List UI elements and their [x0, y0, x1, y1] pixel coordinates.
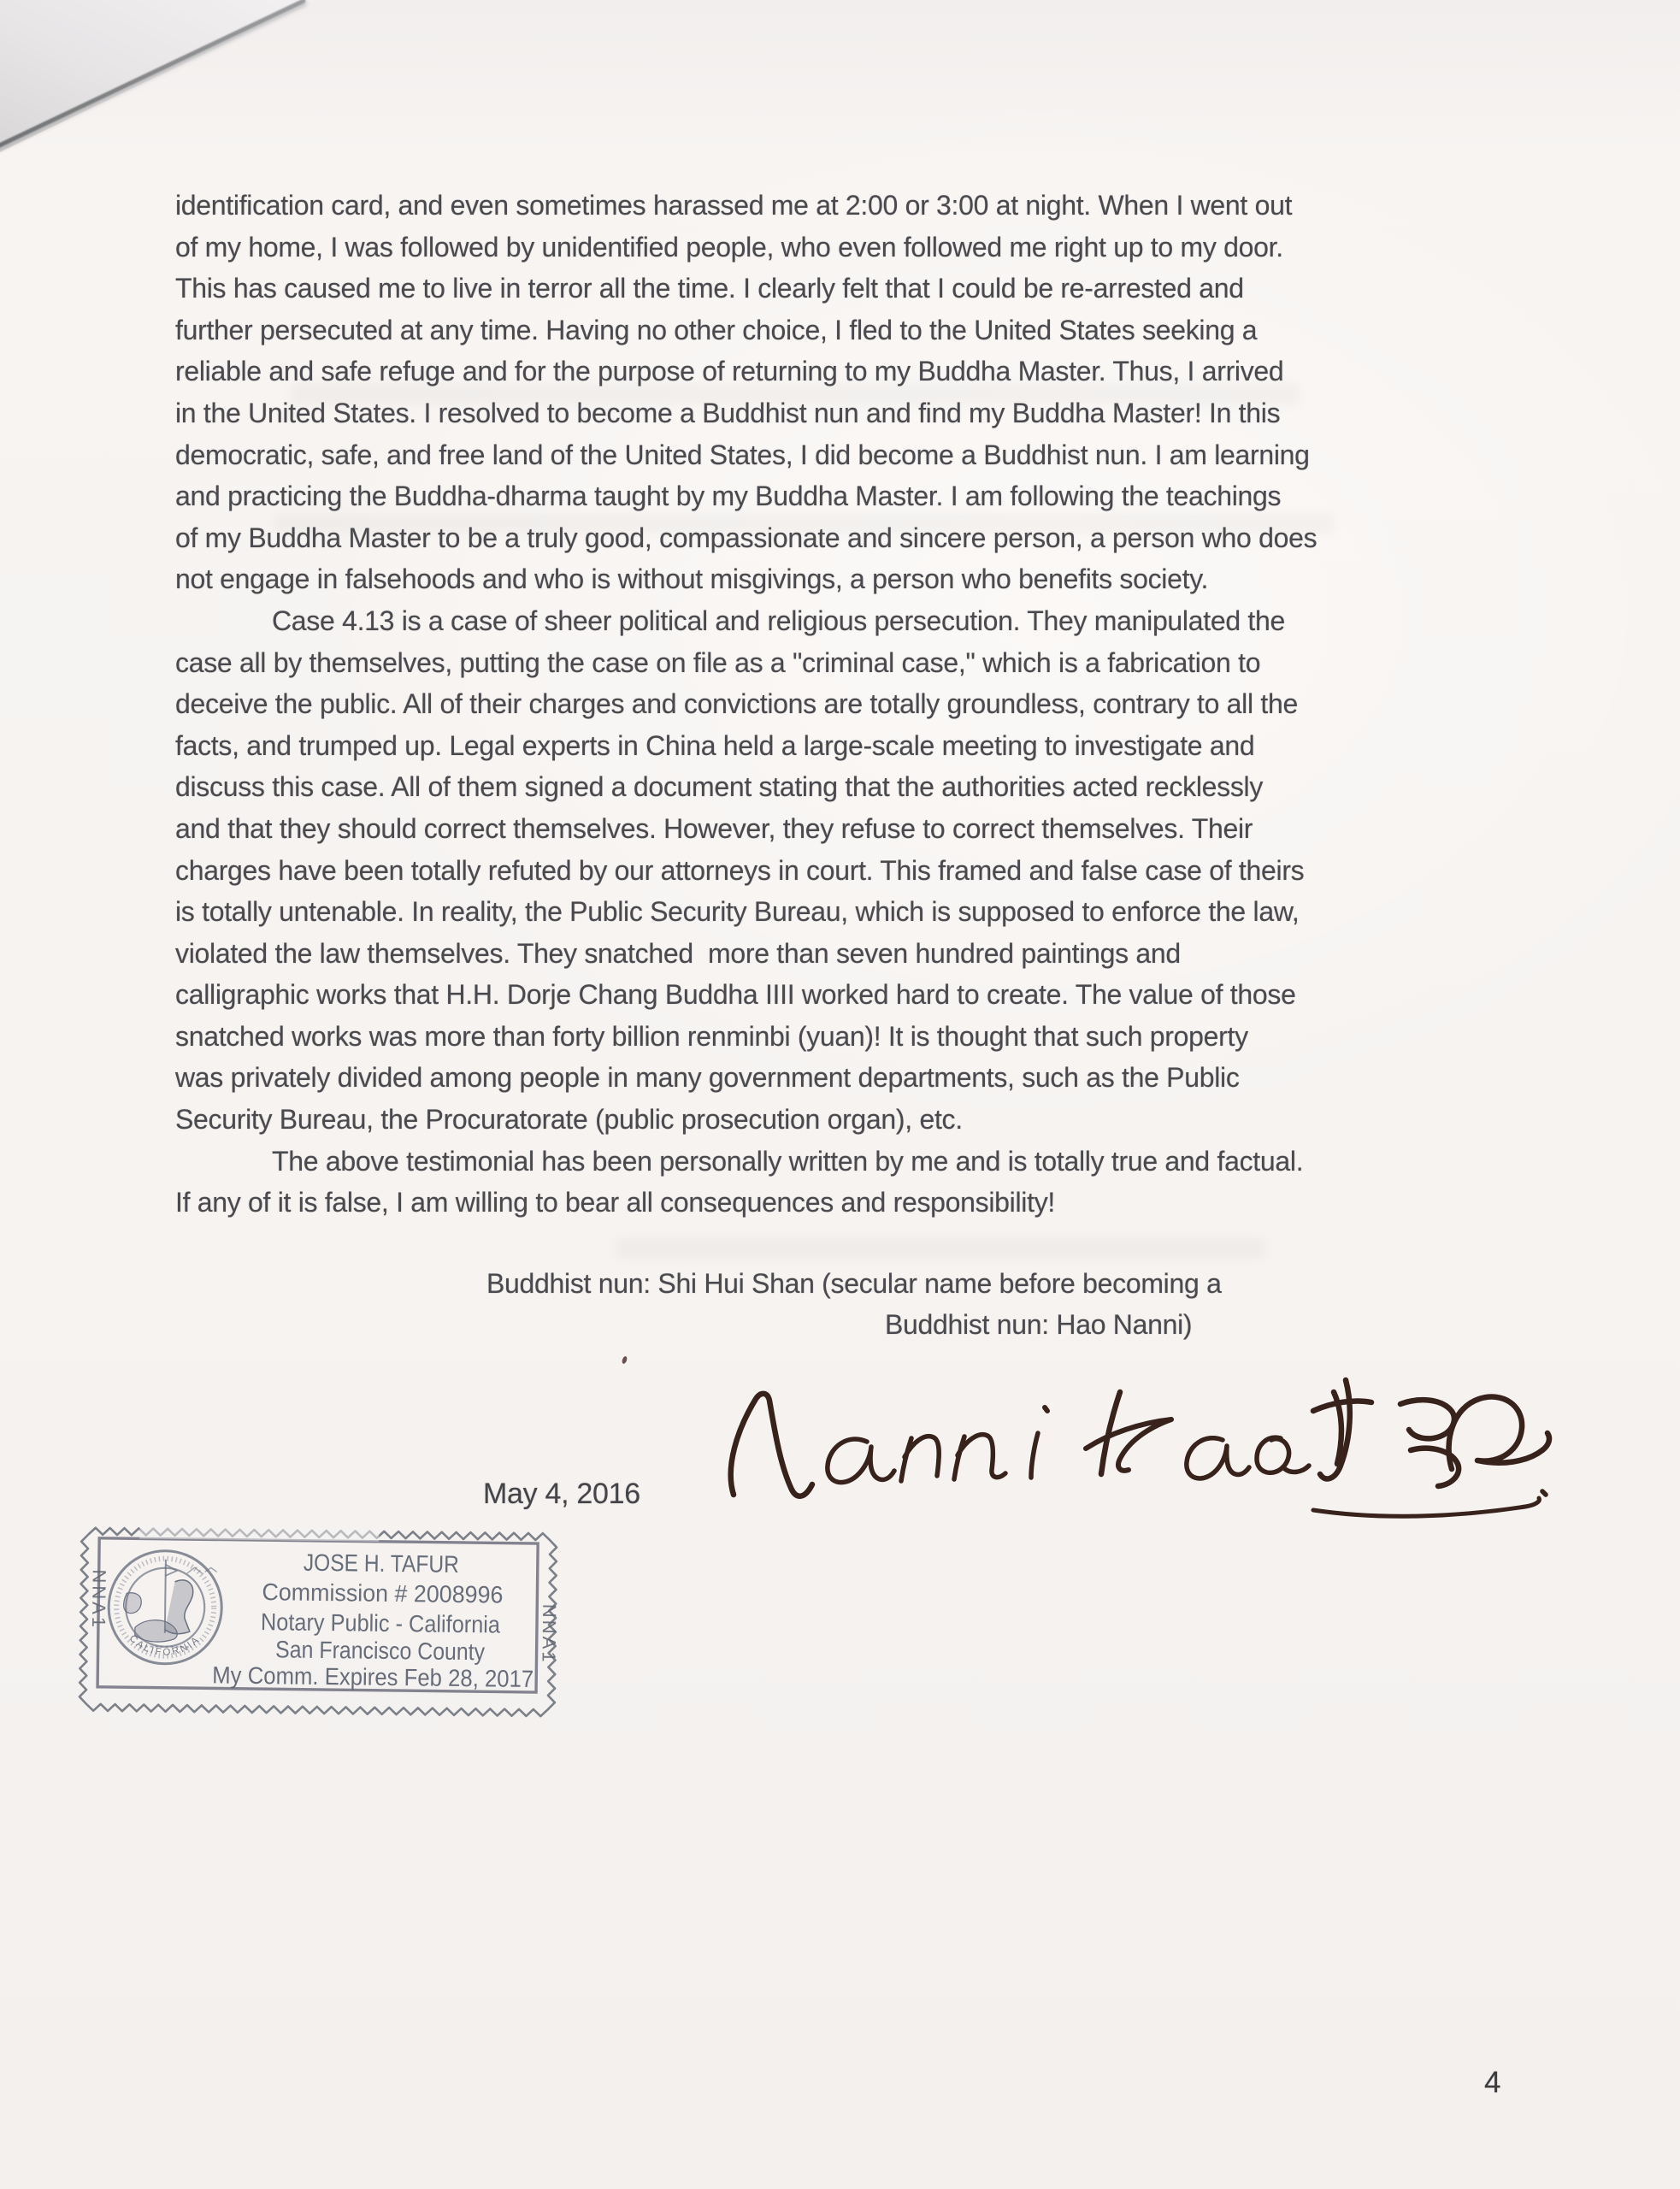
text-line: further persecuted at any time. Having no other choice, I fled to the United States seeking a	[175, 314, 1258, 345]
signature-flourish	[1313, 1491, 1546, 1516]
letter-body	[175, 185, 1560, 1346]
stamp-notary-name: JOSE H. TAFUR	[303, 1549, 481, 1578]
text-line: and practicing the Buddha-dharma taught by my Buddha Master. I am following the teachings	[175, 481, 1282, 512]
stamp-ink-fade	[139, 1525, 379, 1541]
text-line: violated the law themselves. They snatched more than seven hundred paintings and	[175, 937, 1181, 969]
stamp-right-edge-code: NNA1	[538, 1603, 561, 1665]
notary-stamp	[78, 1528, 569, 1719]
attribution-line: Buddhist nun: Shi Hui Shan (secular name before becoming a	[486, 1267, 1222, 1299]
page-curl-shade	[0, 0, 325, 159]
text-line: snatched works was more than forty billion renminbi (yuan)! It is thought that such property	[175, 1020, 1248, 1052]
text-line: is totally untenable. In reality, the Public Security Bureau, which is supposed to enforce the law,	[175, 896, 1300, 928]
text-line: Security Bureau, the Procuratorate (public prosecution organ), etc.	[175, 1104, 963, 1136]
text-line: discuss this case. All of them signed a document stating that the authorities acted recklessly	[175, 771, 1264, 803]
text-line: was privately divided among people in many government departments, such as the Public	[175, 1062, 1240, 1094]
text-line: reliable and safe refuge and for the purpose of returning to my Buddha Master. Thus, I arrived	[175, 356, 1284, 387]
text-line: deceive the public. All of their charges and convictions are totally groundless, contrary to all the	[175, 688, 1298, 720]
ink-speck	[622, 1355, 628, 1364]
text-line: democratic, safe, and free land of the United States, I did become a Buddhist nun. I am learning	[175, 439, 1310, 470]
stamp-left-edge-code: NNA1	[87, 1569, 110, 1631]
california-state-seal	[108, 1550, 222, 1665]
date-text: May 4, 2016	[483, 1478, 640, 1510]
signature-latin-name	[731, 1392, 1309, 1496]
seal-bottom-text: CALIFORNIA	[127, 1633, 203, 1658]
signature-handwriting	[699, 1366, 1554, 1542]
text-line: charges have been totally refuted by our attorneys in court. This framed and false case of theirs	[175, 854, 1305, 886]
text-line: facts, and trumped up. Legal experts in China held a large-scale meeting to investigate and	[175, 729, 1255, 761]
stamp-expiration: My Comm. Expires Feb 28, 2017	[212, 1661, 563, 1693]
text-line: Case 4.13 is a case of sheer political and religious persecution. They manipulated the	[272, 605, 1285, 636]
stamp-title: Notary Public - California	[260, 1608, 526, 1638]
attribution-line: Buddhist nun: Hao Nanni)	[885, 1309, 1193, 1341]
signature-cjk-characters	[1313, 1380, 1549, 1486]
text-line: The above testimonial has been personally written by me and is totally true and factual.	[272, 1145, 1304, 1177]
text-line: not engage in falsehoods and who is without misgivings, a person who benefits society.	[175, 563, 1209, 595]
stamp-county: San Francisco County	[274, 1636, 511, 1666]
text-line: If any of it is false, I am willing to bear all consequences and responsibility!	[175, 1187, 1055, 1218]
text-line: in the United States. I resolved to become a Buddhist nun and find my Buddha Master! In this	[175, 397, 1281, 428]
stamp-commission-number: Commission # 2008996	[262, 1578, 514, 1608]
text-line: case all by themselves, putting the case on file as a "criminal case," which is a fabrication to	[175, 646, 1261, 678]
text-line: This has caused me to live in terror all the time. I clearly felt that I could be re-arrested and	[175, 273, 1244, 304]
page-number: 4	[1484, 2066, 1501, 2099]
text-line: and that they should correct themselves. However, they refuse to correct themselves. Their	[175, 812, 1253, 844]
text-line: of my Buddha Master to be a truly good, compassionate and sincere person, a person who does	[175, 522, 1317, 553]
text-line: identification card, and even sometimes harassed me at 2:00 or 3:00 at night. When I went out	[175, 190, 1293, 221]
text-line: of my home, I was followed by unidentified people, who even followed me right up to my door.	[175, 231, 1283, 263]
text-line: calligraphic works that H.H. Dorje Chang Buddha IIII worked hard to create. The value of those	[175, 979, 1296, 1011]
